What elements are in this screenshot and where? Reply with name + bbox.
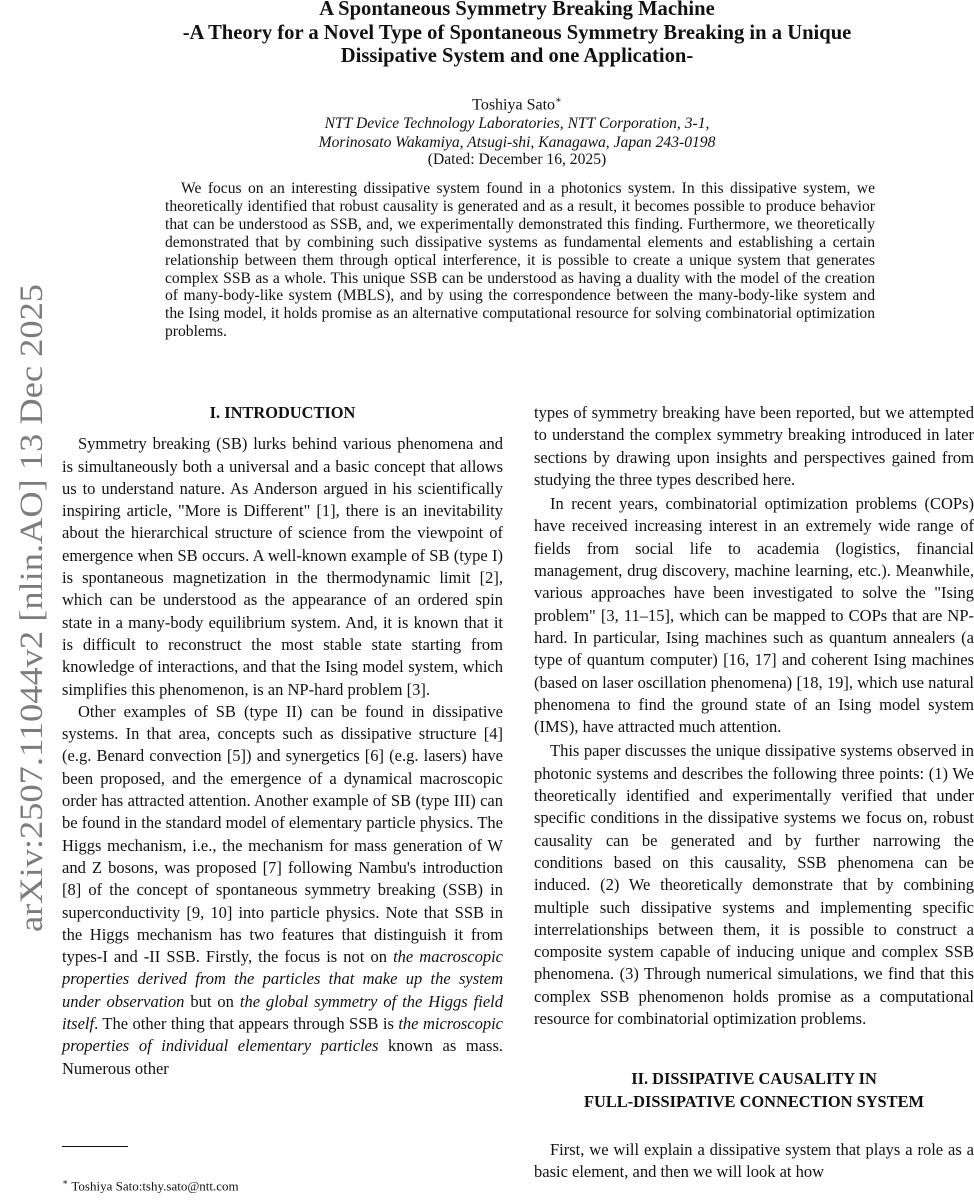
text-run: Other examples of SB (type II) can be found in dissipative systems. In that area, concepts such as dissipative structure [4] (e.g. Benard convection [5]) and synergetics [6] (e.g. lasers) have been proposed, and the emergence of a dynamical macroscopic order has attracted attention. Another example of SB (type III) can be found in the standard model of elementary particle physics. The Higgs mechanism, i.e., the mechanism for mass generation of W and Z bosons, was proposed [7] following Nambu's introduction [8] of the concept of spontaneous symmetry breaking (SSB) in superconductivity [9, 10] into particle physics. Note that SSB in the Higgs mechanism has two features that distinguish it from types-I and -II SSB. Firstly, the focus is not on (62, 701, 503, 967)
arxiv-identifier: arXiv:2507.11044v2 [nlin.AO] 13 Dec 2025 (14, 344, 50, 932)
footnote-mark: ∗ (62, 1177, 69, 1187)
author-name: Toshiya Sato (472, 96, 556, 114)
author-line (60, 95, 974, 114)
footnote-rule (62, 1146, 128, 1147)
title-line: Dissipative System and one Application- (340, 45, 694, 67)
title-line: A Spontaneous Symmetry Breaking Machine (319, 0, 715, 20)
footnote (62, 1177, 239, 1194)
title-line: -A Theory for a Novel Type of Spontaneous Symmetry Breaking in a Unique (182, 21, 852, 44)
left-column (62, 402, 503, 1080)
paragraph: In recent years, combinatorial optimization problems (COPs) have received increasing interest in an extremely wide range of fields from social life to academia (logistics, financial management, drug discovery, machine learning, etc.). Meanwhile, various approaches have been investigated to solve the "Ising problem" [3, 11–15], which can be mapped to COPs that are NP-hard. In particular, Ising machines such as quantum annealers (a type of quantum computer) [16, 17] and coherent Ising machines (based on laser oscillation phenomena) [18, 19], which use natural phenomena to find the ground state of an Ising model system (IMS), have attracted much attention. (534, 494, 974, 737)
footnote-text: Toshiya Sato:tshy.sato@ntt.com (71, 1178, 239, 1194)
arxiv-sidebar (4, 278, 56, 938)
paper-title (60, 0, 974, 69)
date-line: (Dated: December 16, 2025) (427, 151, 607, 168)
emphasis: the global symmetry of the Higgs field itself (62, 991, 503, 1034)
affiliation-line: NTT Device Technology Laboratories, NTT Corporation, 3-1, (324, 115, 710, 132)
section-heading-introduction: I. INTRODUCTION (209, 403, 356, 422)
author-footnote-mark: ∗ (555, 95, 562, 106)
paragraph: types of symmetry breaking have been reported, but we attempted to understand the complex symmetry breaking introduced in later sections by drawing upon insights and perspectives gained from studying the three types described here. (534, 403, 974, 489)
heading-line: FULL-DISSIPATIVE CONNECTION SYSTEM (583, 1091, 925, 1111)
paragraph: This paper discusses the unique dissipative systems observed in photonic systems and describes the following three points: (1) We theoretically identified and experimentally verified that under specific conditions in the dissipative systems we focus on, robust causality can be generated and by further narrowing the conditions based on this causality, SSB phenomena can be induced. (2) We theoretically demonstrate that by combining multiple such dissipative systems and implementing specific interrelationships between them, it is possible to construct a composite system capable of inducing unique and complex SSB phenomena. (3) Through numerical simulations, we find that this complex SSB phenomenon holds promise as a computational resource for combinatorial optimization problems. (534, 741, 974, 1029)
paragraph: Symmetry breaking (SB) lurks behind various phenomena and is simultaneously both a universal and a basic concept that allows us to understand nature. As Anderson argued in his scientifically inspiring article, "More is Different" [1], there is an inevitability about the hierarchical structure of science from the viewpoint of emergence when SB occurs. A well-known example of SB (type I) is spontaneous magnetization in the thermodynamic limit [2], which can be understood as the appearance of an ordered spin state in a many-body equilibrium system. And, it is known that it is difficult to reconstruct the most stable state starting from knowledge of interactions, and that the Ising model system, which simplifies this phenomenon, is an NP-hard problem [3]. (62, 434, 503, 699)
heading-line: II. DISSIPATIVE CAUSALITY IN (631, 1069, 877, 1089)
affiliation-line: Morinosato Wakamiya, Atsugi-shi, Kanagawa, Japan 243-0198 (318, 134, 716, 151)
right-column (534, 402, 974, 1184)
abstract: We focus on an interesting dissipative system found in a photonics system. In this dissipative system, we theoretically identified that robust causality is generated and as a result, it becomes possible to produce behavior that can be understood as SSB, and, we experimentally demonstrated this finding. Furthermore, we theoretically demonstrated that by combining such dissipative systems as fundamental elements and establishing a certain relationship between them through optical interference, it is possible to create a unique system that generates complex SSB as a whole. This unique SSB can be understood as having a duality with the model of the creation of many-body-like system (MBLS), and by using the correspondence between the many-body-like system and the Ising model, it holds promise as an alternative computational resource for solving combinatorial optimization problems. (165, 180, 875, 341)
section-heading-dissipative-causality (534, 1068, 974, 1113)
emphasis: the macroscopic properties derived from the particles that make up the system under observation (62, 947, 504, 1011)
text-run: . The other thing that appears through SSB is (94, 1014, 399, 1034)
emphasis: the microscopic properties of individual elementary particles (62, 1014, 503, 1056)
paragraph: First, we will explain a dissipative system that plays a role as a basic element, and then we will look at how (534, 1139, 974, 1182)
text-run: but on (184, 991, 240, 1011)
paragraph (62, 701, 503, 1080)
affiliation (60, 114, 974, 152)
text-run: known as mass. Numerous other (62, 1036, 503, 1078)
